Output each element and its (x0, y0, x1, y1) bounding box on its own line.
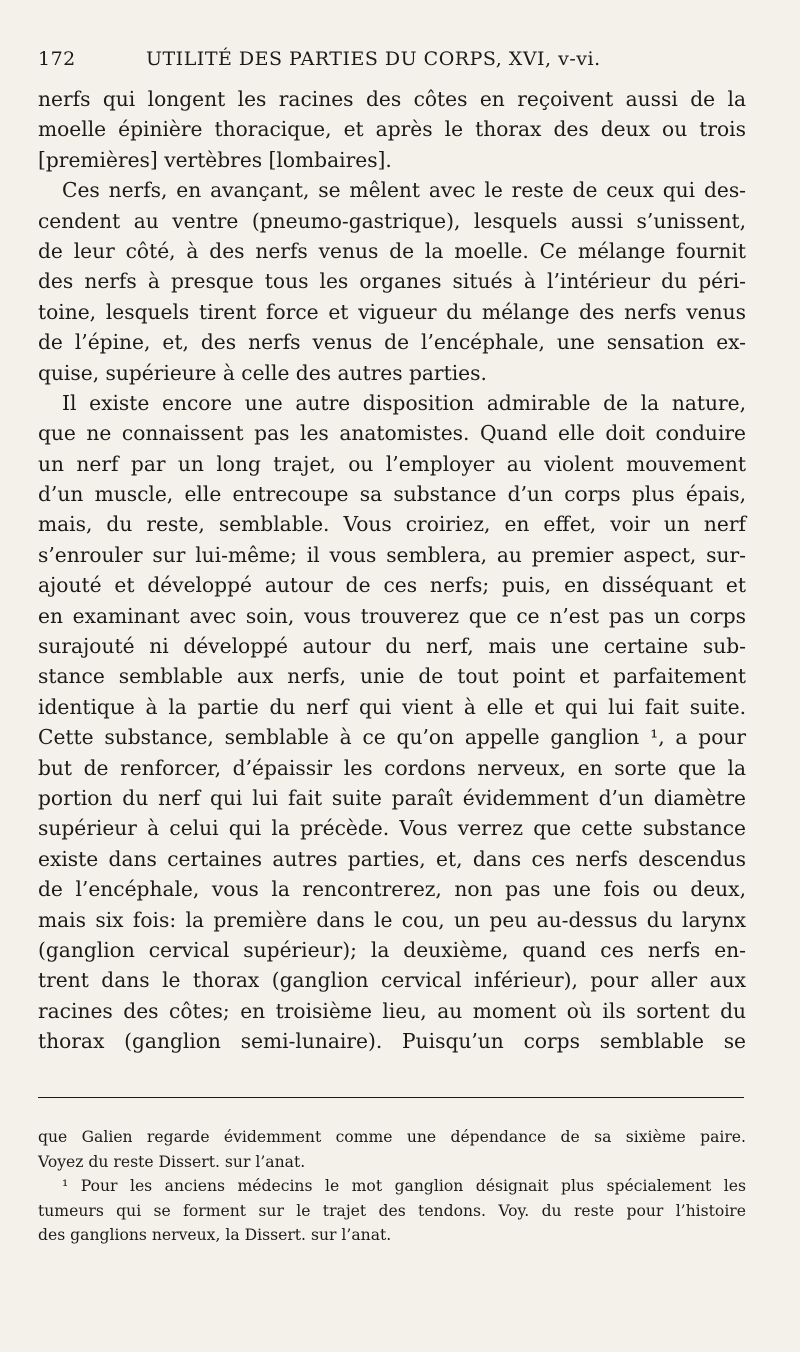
text-line: mais six fois: la première dans le cou, un peu au-dessus du larynx (38, 907, 746, 932)
text-line: portion du nerf qui lui fait suite paraît évidemment d’un diamètre (38, 785, 746, 810)
text-line: de leur côté, à des nerfs venus de la moelle. Ce mélange fournit (38, 238, 746, 263)
text-line: thorax (ganglion semi-lunaire). Puisqu’un corps semblable se (38, 1029, 746, 1054)
text-line: existe dans certaines autres parties, et, dans ces nerfs descendus (38, 846, 746, 871)
text-line: en examinant avec soin, vous trouverez que ce n’est pas un corps (38, 603, 746, 628)
page-number: 172 (38, 48, 76, 70)
running-header (38, 48, 738, 78)
text-line: que ne connaissent pas les anatomistes. Quand elle doit conduire (38, 421, 746, 446)
footnote-line: tumeurs qui se forment sur le trajet des tendons. Voy. du reste pour l’histoire (38, 1201, 746, 1220)
text-line: de l’épine, et, des nerfs venus de l’encéphale, une sensation ex- (38, 330, 746, 355)
text-line: but de renforcer, d’épaissir les cordons nerveux, en sorte que la (38, 755, 746, 780)
text-line: racines des côtes; en troisième lieu, au moment où ils sortent du (38, 998, 746, 1023)
text-line: cendent au ventre (pneumo-gastrique), lesquels aussi s’unissent, (38, 208, 746, 233)
text-line: moelle épinière thoracique, et après le thorax des deux ou trois (38, 117, 746, 142)
text-line: (ganglion cervical supérieur); la deuxième, quand ces nerfs en- (38, 937, 746, 962)
text-line: supérieur à celui qui la précède. Vous verrez que cette substance (38, 816, 746, 841)
running-title: UTILITÉ DES PARTIES DU CORPS, XVI, v-vi. (146, 48, 601, 70)
footnote-line: des ganglions nerveux, la Dissert. sur l’anat. (38, 1226, 392, 1244)
text-line: d’un muscle, elle entrecoupe sa substance d’un corps plus épais, (38, 482, 746, 507)
footnote-line: ¹ Pour les anciens médecins le mot ganglion désignait plus spécialement les (62, 1177, 746, 1195)
text-line: Il existe encore une autre disposition admirable de la nature, (62, 390, 746, 415)
text-line: surajouté ni développé autour du nerf, mais une certaine sub- (38, 634, 746, 659)
footnotes (38, 1125, 746, 1248)
footnote-separator (38, 1097, 744, 1098)
text-line: un nerf par un long trajet, ou l’employer au violent mouvement (38, 451, 746, 476)
text-line: Cette substance, semblable à ce qu’on appelle ganglion ¹, a pour (38, 725, 746, 750)
text-line: [premières] vertèbres [lombaires]. (38, 147, 392, 172)
text-line: s’enrouler sur lui-même; il vous semblera, au premier aspect, sur- (38, 542, 746, 567)
text-line: nerfs qui longent les racines des côtes en reçoivent aussi de la (38, 87, 746, 111)
text-line: identique à la partie du nerf qui vient à elle et qui lui fait suite. (38, 694, 746, 719)
text-line: Ces nerfs, en avançant, se mêlent avec le reste de ceux qui des- (62, 178, 746, 203)
footnote-line: Voyez du reste Dissert. sur l’anat. (38, 1152, 306, 1171)
text-line: toine, lesquels tirent force et vigueur du mélange des nerfs venus (38, 299, 746, 324)
main-text (38, 84, 746, 1057)
footnote-line: que Galien regarde évidemment comme une dépendance de sa sixième paire. (38, 1128, 746, 1146)
text-line: mais, du reste, semblable. Vous croiriez, en effet, voir un nerf (38, 512, 746, 537)
text-line: stance semblable aux nerfs, unie de tout point et parfaitement (38, 664, 746, 689)
text-line: trent dans le thorax (ganglion cervical inférieur), pour aller aux (38, 968, 746, 993)
text-line: quise, supérieure à celle des autres parties. (38, 360, 487, 385)
text-line: ajouté et développé autour de ces nerfs; puis, en disséquant et (38, 573, 746, 598)
text-line: des nerfs à presque tous les organes situés à l’intérieur du péri- (38, 269, 746, 294)
text-line: de l’encéphale, vous la rencontrerez, non pas une fois ou deux, (38, 877, 746, 902)
